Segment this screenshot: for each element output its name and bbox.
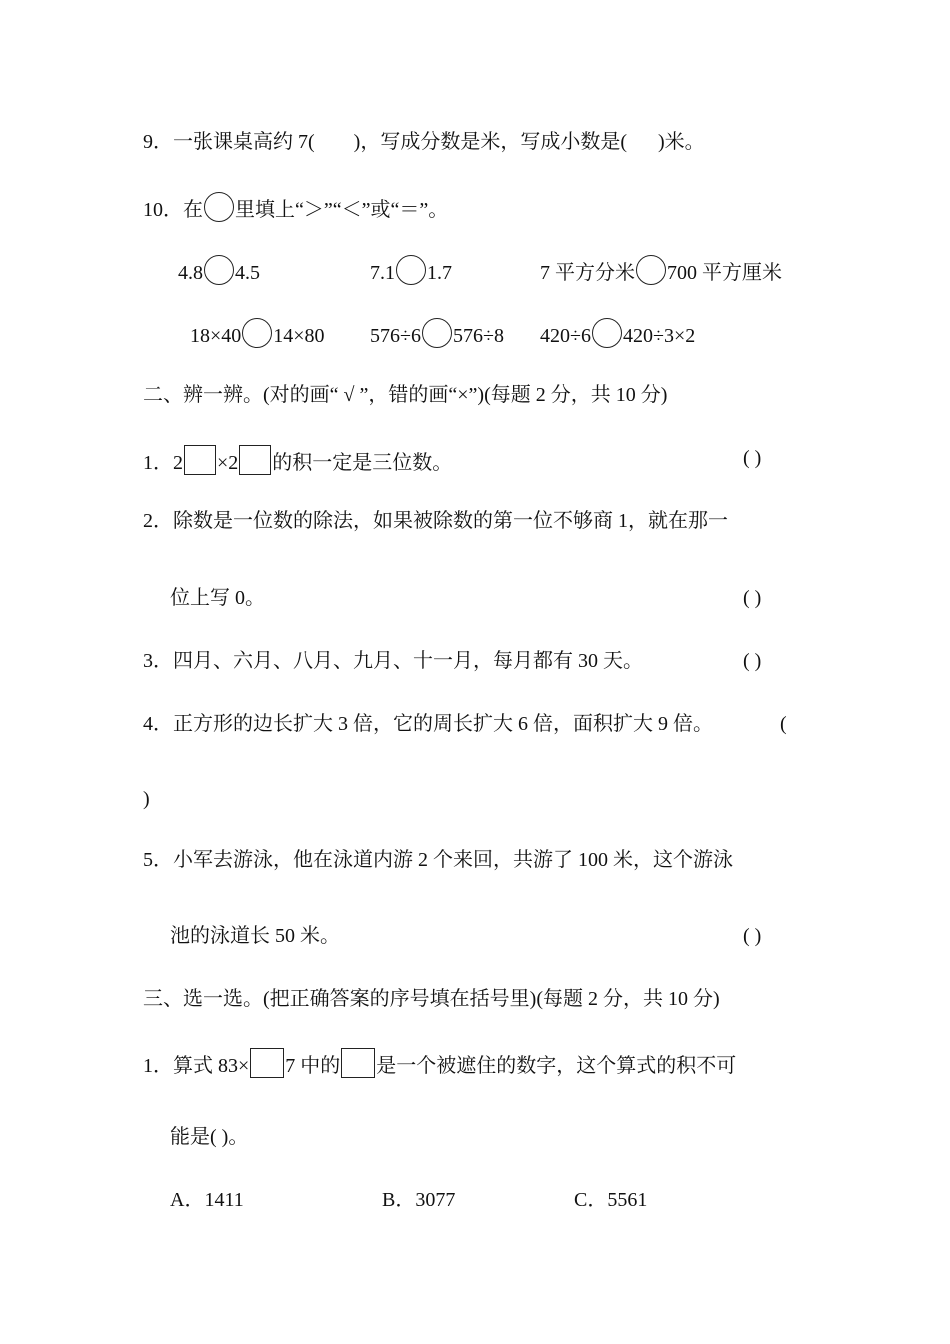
- compare-item: [370, 255, 452, 284]
- compare-item: [190, 318, 325, 347]
- compare-item: [370, 318, 504, 347]
- option-value: 3077: [415, 1189, 456, 1211]
- question-text: 在: [183, 199, 203, 221]
- option-value: 1411: [204, 1189, 244, 1211]
- option-label: C．: [574, 1189, 608, 1211]
- judge-question-3: [143, 648, 643, 674]
- question-number: 2．: [143, 510, 173, 532]
- judge-question-4: [143, 711, 713, 737]
- question-text: 正方形的边长扩大 3 倍，它的周长扩大 6 倍，面积扩大 9 倍。: [173, 713, 713, 735]
- question-number: 5．: [143, 849, 173, 871]
- compare-right: 4.5: [235, 262, 260, 284]
- compare-circle-input[interactable]: [422, 318, 452, 348]
- question-text: 算式 83×: [173, 1055, 250, 1077]
- question-number: 9．: [143, 131, 173, 153]
- compare-left: 7 平方分米: [540, 262, 635, 284]
- judge-question-2: [143, 508, 728, 534]
- question-text: )，写成分数是米，写成小数是(: [348, 131, 627, 153]
- circle-icon: [204, 192, 234, 222]
- question-text: 小军去游泳，他在泳道内游 2 个来回，共游了 100 米，这个游泳: [173, 849, 733, 871]
- question-text: 一张课桌高约 7(: [173, 131, 315, 153]
- question-text: 的积一定是三位数。: [272, 452, 453, 474]
- compare-right: 576÷8: [452, 325, 504, 347]
- compare-right: 700 平方厘米: [667, 262, 782, 284]
- question-text: 是一个被遮住的数字，这个算式的积不可: [376, 1055, 737, 1077]
- question-text: )米。: [653, 131, 705, 153]
- compare-circle-input[interactable]: [242, 318, 272, 348]
- judge-question-5: [143, 847, 733, 873]
- answer-paren-close: ): [143, 788, 150, 810]
- judge-question-1: [143, 445, 453, 474]
- question-text: 7 中的: [285, 1055, 341, 1077]
- question-9: [143, 129, 705, 155]
- question-text-continued: 能是( )。: [170, 1126, 249, 1148]
- option-label: A．: [170, 1189, 205, 1211]
- option-b[interactable]: [382, 1187, 455, 1213]
- compare-circle-input[interactable]: [636, 255, 666, 285]
- question-text-continued: 池的泳道长 50 米。: [170, 925, 340, 947]
- answer-paren[interactable]: ( ): [743, 650, 762, 672]
- answer-paren-open[interactable]: (: [780, 713, 787, 735]
- compare-right: 1.7: [427, 262, 452, 284]
- option-label: B．: [382, 1189, 416, 1211]
- compare-right: 420÷3×2: [622, 325, 696, 347]
- compare-circle-input[interactable]: [592, 318, 622, 348]
- compare-circle-input[interactable]: [396, 255, 426, 285]
- compare-left: 18×40: [190, 325, 242, 347]
- compare-left: 576÷6: [370, 325, 421, 347]
- digit-box-input[interactable]: [239, 445, 271, 475]
- question-number: 1．: [143, 452, 173, 474]
- question-number: 1．: [143, 1055, 173, 1077]
- compare-left: 420÷6: [540, 325, 591, 347]
- question-number: 10．: [143, 199, 183, 221]
- hidden-digit-box: [341, 1048, 375, 1078]
- choice-question-1: [143, 1048, 737, 1077]
- compare-right: 14×80: [273, 325, 325, 347]
- compare-left: 4.8: [178, 262, 203, 284]
- question-text: 四月、六月、八月、九月、十一月，每月都有 30 天。: [173, 650, 643, 672]
- question-text: 里填上“＞”“＜”或“＝”。: [235, 199, 449, 221]
- answer-paren[interactable]: ( ): [743, 587, 762, 609]
- option-a[interactable]: [170, 1187, 244, 1213]
- compare-circle-input[interactable]: [204, 255, 234, 285]
- compare-item: [178, 255, 260, 284]
- option-c[interactable]: [574, 1187, 647, 1213]
- digit-box-input[interactable]: [184, 445, 216, 475]
- compare-item: [540, 255, 782, 284]
- question-text: ×2: [217, 452, 239, 474]
- question-text: 除数是一位数的除法，如果被除数的第一位不够商 1，就在那一: [173, 510, 728, 532]
- section-heading: 三、选一选。(把正确答案的序号填在括号里)(每题 2 分，共 10 分): [143, 988, 720, 1010]
- answer-paren[interactable]: ( ): [743, 925, 762, 947]
- option-value: 5561: [607, 1189, 648, 1211]
- hidden-digit-box: [250, 1048, 284, 1078]
- question-10: [143, 192, 449, 221]
- question-text: 2: [173, 452, 183, 474]
- question-number: 4．: [143, 713, 173, 735]
- question-text-continued: 位上写 0。: [170, 587, 265, 609]
- answer-paren[interactable]: ( ): [743, 447, 762, 469]
- compare-item: [540, 318, 696, 347]
- section-heading: 二、辨一辨。(对的画“ √ ”，错的画“×”)(每题 2 分，共 10 分): [143, 384, 668, 406]
- question-number: 3．: [143, 650, 173, 672]
- compare-left: 7.1: [370, 262, 395, 284]
